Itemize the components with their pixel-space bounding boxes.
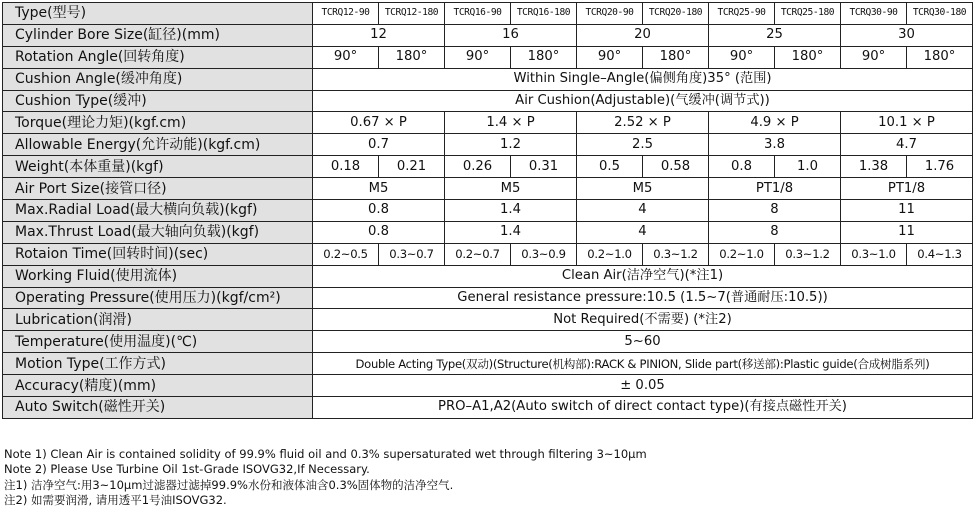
label-weight: Weight(本体重量)(kgf): [3, 156, 313, 178]
switch-value: PRO–A1,A2(Auto switch of direct contact type)(有接点磁性开关): [313, 397, 973, 419]
model-cell: TCRQ12-90: [313, 3, 379, 25]
row-radial: [3, 200, 973, 222]
label-thrust: Max.Thrust Load(最大轴向负载)(kgf): [3, 221, 313, 243]
label-cushion-type: Cushion Type(缓冲): [3, 90, 313, 112]
note-1-en: Note 1) Clean Air is contained solidity of 99.9% fluid oil and 0.3% supersaturated wet through filtering 3~10μm: [4, 447, 647, 461]
note-2-cn: 注2) 如需要润滑, 请用透平1号油ISOVG32.: [4, 492, 227, 507]
label-bore: Cylinder Bore Size(缸径)(mm): [3, 24, 313, 46]
rotation-cell: 90°: [445, 46, 511, 68]
model-cell: TCRQ16-90: [445, 3, 511, 25]
port-cell: M5: [313, 178, 445, 200]
row-weight: [3, 156, 973, 178]
rotation-cell: 90°: [709, 46, 775, 68]
rotation-time-cell: 0.2~0.5: [313, 243, 379, 265]
thrust-cell: 4: [577, 221, 709, 243]
weight-cell: 1.76: [907, 156, 973, 178]
torque-cell: 4.9 × P: [709, 112, 841, 134]
row-motion: [3, 353, 973, 375]
cushion-angle-value: Within Single–Angle(偏侧角度)35° (范围): [313, 68, 973, 90]
row-cushion-type: [3, 90, 973, 112]
rotation-time-cell: 0.3~0.7: [379, 243, 445, 265]
label-motion: Motion Type(工作方式): [3, 353, 313, 375]
bore-cell: 25: [709, 24, 841, 46]
weight-cell: 0.5: [577, 156, 643, 178]
accuracy-value: ± 0.05: [313, 375, 973, 397]
rotation-time-cell: 0.2~1.0: [709, 243, 775, 265]
energy-cell: 0.7: [313, 134, 445, 156]
row-cushion-angle: [3, 68, 973, 90]
model-cell: TCRQ20-180: [643, 3, 709, 25]
port-cell: M5: [445, 178, 577, 200]
torque-cell: 1.4 × P: [445, 112, 577, 134]
energy-cell: 1.2: [445, 134, 577, 156]
port-cell: M5: [577, 178, 709, 200]
rotation-cell: 180°: [907, 46, 973, 68]
motion-value: Double Acting Type(双动)(Structure(机构部):RACK & PINION, Slide part(移送部):Plastic guide(合成树脂系列): [313, 353, 973, 375]
weight-cell: 0.26: [445, 156, 511, 178]
row-temperature: [3, 331, 973, 353]
row-energy: [3, 134, 973, 156]
row-accuracy: [3, 375, 973, 397]
temperature-value: 5~60: [313, 331, 973, 353]
port-cell: PT1/8: [709, 178, 841, 200]
radial-cell: 4: [577, 200, 709, 222]
label-fluid: Working Fluid(使用流体): [3, 265, 313, 287]
energy-cell: 4.7: [841, 134, 973, 156]
thrust-cell: 11: [841, 221, 973, 243]
row-rotation-time: [3, 243, 973, 265]
model-cell: TCRQ12-180: [379, 3, 445, 25]
label-radial: Max.Radial Load(最大横向负载)(kgf): [3, 200, 313, 222]
weight-cell: 0.18: [313, 156, 379, 178]
rotation-time-cell: 0.3~1.2: [775, 243, 841, 265]
label-torque: Torque(理论力矩)(kgf.cm): [3, 112, 313, 134]
row-switch: [3, 397, 973, 419]
weight-cell: 0.31: [511, 156, 577, 178]
row-lubrication: [3, 309, 973, 331]
rotation-time-cell: 0.2~0.7: [445, 243, 511, 265]
rotation-cell: 180°: [775, 46, 841, 68]
energy-cell: 2.5: [577, 134, 709, 156]
bore-cell: 12: [313, 24, 445, 46]
torque-cell: 0.67 × P: [313, 112, 445, 134]
label-energy: Allowable Energy(允许动能)(kgf.cm): [3, 134, 313, 156]
radial-cell: 8: [709, 200, 841, 222]
label-type: Type(型号): [3, 3, 313, 25]
label-temperature: Temperature(使用温度)(℃): [3, 331, 313, 353]
bore-cell: 20: [577, 24, 709, 46]
model-cell: TCRQ30-180: [907, 3, 973, 25]
rotation-cell: 90°: [313, 46, 379, 68]
label-port: Air Port Size(接管口径): [3, 178, 313, 200]
model-cell: TCRQ16-180: [511, 3, 577, 25]
bore-cell: 16: [445, 24, 577, 46]
rotation-time-cell: 0.3~1.2: [643, 243, 709, 265]
radial-cell: 11: [841, 200, 973, 222]
weight-cell: 0.58: [643, 156, 709, 178]
rotation-cell: 180°: [379, 46, 445, 68]
row-thrust: [3, 221, 973, 243]
rotation-time-cell: 0.3~1.0: [841, 243, 907, 265]
thrust-cell: 0.8: [313, 221, 445, 243]
torque-cell: 2.52 × P: [577, 112, 709, 134]
weight-cell: 0.8: [709, 156, 775, 178]
row-bore: [3, 24, 973, 46]
note-2-en: Note 2) Please Use Turbine Oil 1st-Grade ISOVG32,If Necessary.: [4, 462, 370, 477]
weight-cell: 1.38: [841, 156, 907, 178]
rotation-time-cell: 0.4~1.3: [907, 243, 973, 265]
rotation-time-cell: 0.3~0.9: [511, 243, 577, 265]
row-fluid: [3, 265, 973, 287]
rotation-cell: 180°: [643, 46, 709, 68]
radial-cell: 0.8: [313, 200, 445, 222]
cushion-type-value: Air Cushion(Adjustable)(气缓冲(调节式)): [313, 90, 973, 112]
rotation-cell: 180°: [511, 46, 577, 68]
footnotes: [4, 447, 647, 508]
spec-table: [2, 2, 973, 419]
model-cell: TCRQ20-90: [577, 3, 643, 25]
rotation-cell: 90°: [577, 46, 643, 68]
row-port: [3, 178, 973, 200]
row-pressure: [3, 287, 973, 309]
thrust-cell: 8: [709, 221, 841, 243]
rotation-cell: 90°: [841, 46, 907, 68]
bore-cell: 30: [841, 24, 973, 46]
rotation-time-cell: 0.2~1.0: [577, 243, 643, 265]
fluid-value: Clean Air(洁净空气)(*注1): [313, 265, 973, 287]
model-cell: TCRQ30-90: [841, 3, 907, 25]
row-rotation: [3, 46, 973, 68]
row-type: [3, 3, 973, 25]
thrust-cell: 1.4: [445, 221, 577, 243]
label-accuracy: Accuracy(精度)(mm): [3, 375, 313, 397]
port-cell: PT1/8: [841, 178, 973, 200]
weight-cell: 1.0: [775, 156, 841, 178]
weight-cell: 0.21: [379, 156, 445, 178]
label-rotation: Rotation Angle(回转角度): [3, 46, 313, 68]
row-torque: [3, 112, 973, 134]
label-switch: Auto Switch(磁性开关): [3, 397, 313, 419]
label-lubrication: Lubrication(润滑): [3, 309, 313, 331]
label-rotation-time: Rotaion Time(回转时间)(sec): [3, 243, 313, 265]
energy-cell: 3.8: [709, 134, 841, 156]
torque-cell: 10.1 × P: [841, 112, 973, 134]
radial-cell: 1.4: [445, 200, 577, 222]
label-pressure: Operating Pressure(使用压力)(kgf/cm²): [3, 287, 313, 309]
note-1-cn: 注1) 洁净空气:用3~10μm过滤器过滤掉99.9%水份和液体油含0.3%固体物的洁净空气.: [4, 477, 454, 492]
lubrication-value: Not Required(不需要) (*注2): [313, 309, 973, 331]
label-cushion-angle: Cushion Angle(缓冲角度): [3, 68, 313, 90]
model-cell: TCRQ25-90: [709, 3, 775, 25]
model-cell: TCRQ25-180: [775, 3, 841, 25]
pressure-value: General resistance pressure:10.5 (1.5~7(普通耐压:10.5)): [313, 287, 973, 309]
